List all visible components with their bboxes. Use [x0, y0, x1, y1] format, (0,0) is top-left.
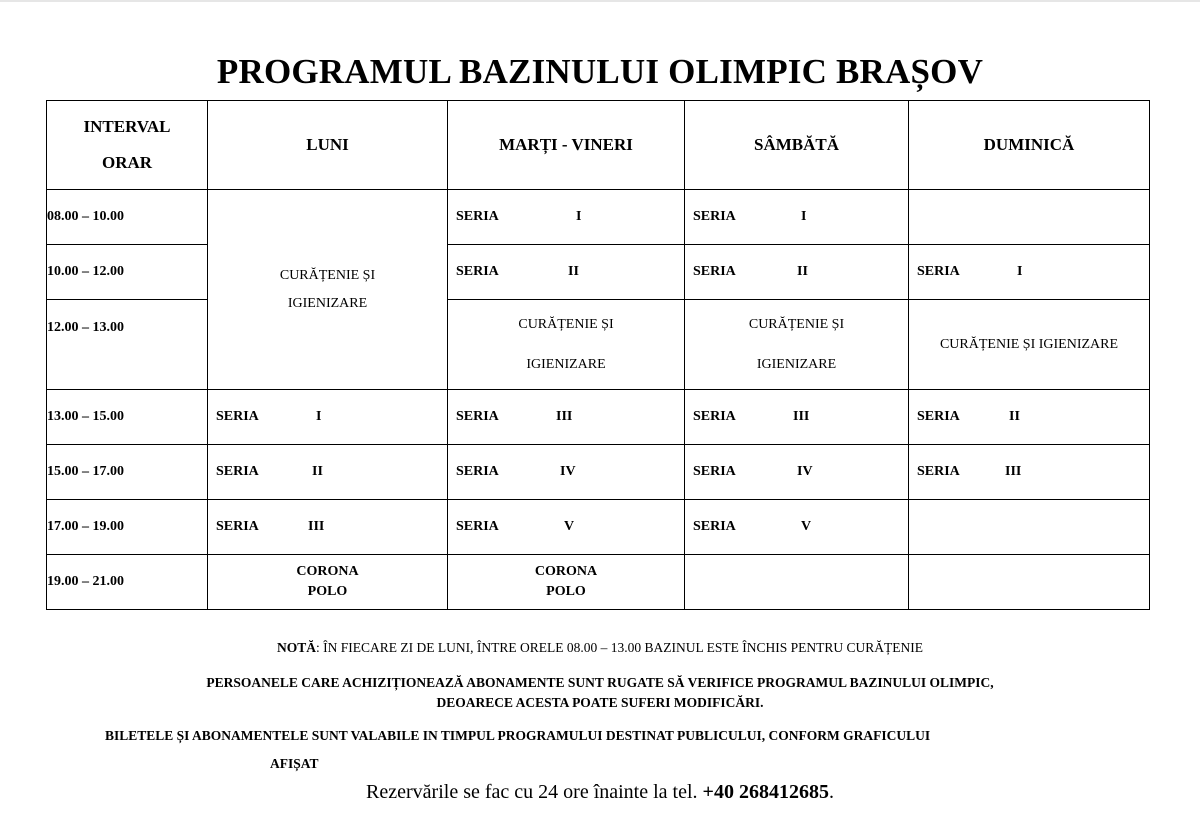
series-cell	[448, 500, 685, 555]
empty-cell	[909, 555, 1150, 610]
seria-label: SERIA	[216, 464, 259, 479]
corona-line1: CORONA	[296, 564, 359, 579]
series-cell	[448, 245, 685, 300]
series-cell	[685, 445, 909, 500]
series-number: II	[1009, 409, 1020, 424]
series-number: III	[556, 409, 573, 424]
series-cell	[909, 245, 1150, 300]
note-tickets	[105, 722, 1105, 778]
header-interval-line2: ORAR	[101, 153, 153, 172]
series-number: I	[801, 209, 807, 224]
seria-label: SERIA	[456, 409, 499, 424]
seria-label: SERIA	[693, 409, 736, 424]
time-cell: 08.00 – 10.00	[47, 190, 208, 245]
seria-label: SERIA	[456, 519, 499, 534]
cleaning-line2: IGIENIZARE	[526, 356, 606, 372]
note-subscriptions-line1: PERSOANELE CARE ACHIZIȚIONEAZĂ ABONAMENTE SUNT RUGATE SĂ VERIFICE PROGRAMUL BAZINULUI OLIMPIC,	[206, 675, 994, 690]
seria-label: SERIA	[693, 209, 736, 224]
corona-polo-cell	[208, 555, 448, 610]
time-cell: 12.00 – 13.00	[47, 300, 208, 390]
corona-line2: POLO	[307, 584, 348, 599]
table-row	[47, 390, 1150, 445]
series-number: III	[1005, 464, 1022, 479]
header-luni: LUNI	[208, 101, 448, 190]
header-sambata: SÂMBĂTĂ	[685, 101, 909, 190]
cleaning-line1: CURĂȚENIE ȘI	[748, 316, 845, 332]
reservation-info	[0, 781, 1200, 804]
series-cell	[208, 500, 448, 555]
top-divider	[0, 0, 1200, 2]
series-cell	[208, 445, 448, 500]
seria-label: SERIA	[917, 464, 960, 479]
cleaning-line1: CURĂȚENIE ȘI	[279, 267, 376, 283]
phone-number: +40 268412685	[702, 781, 829, 803]
series-cell	[685, 245, 909, 300]
table-row	[47, 555, 1150, 610]
seria-label: SERIA	[456, 209, 499, 224]
series-cell	[448, 190, 685, 245]
series-cell	[448, 390, 685, 445]
time-cell: 10.00 – 12.00	[47, 245, 208, 300]
series-cell	[208, 390, 448, 445]
seria-label: SERIA	[693, 464, 736, 479]
nota-label: NOTĂ	[277, 640, 317, 655]
time-cell: 15.00 – 17.00	[47, 445, 208, 500]
seria-label: SERIA	[917, 264, 960, 279]
time-cell: 19.00 – 21.00	[47, 555, 208, 610]
seria-label: SERIA	[917, 409, 960, 424]
series-number: II	[312, 464, 323, 479]
seria-label: SERIA	[216, 519, 259, 534]
empty-cell	[909, 190, 1150, 245]
series-cell	[909, 390, 1150, 445]
note-subscriptions	[0, 673, 1200, 713]
time-cell: 13.00 – 15.00	[47, 390, 208, 445]
header-row	[47, 101, 1150, 190]
note-monday-closure	[0, 640, 1200, 656]
header-marti-vineri: MARȚI - VINERI	[448, 101, 685, 190]
series-cell	[909, 445, 1150, 500]
table-row	[47, 445, 1150, 500]
empty-cell	[685, 555, 909, 610]
series-cell	[685, 190, 909, 245]
series-number: I	[1017, 264, 1023, 279]
note-tickets-line2: AFIȘAT	[270, 756, 319, 771]
corona-polo-cell	[448, 555, 685, 610]
series-number: V	[564, 519, 575, 534]
schedule-table	[46, 100, 1150, 610]
series-number: IV	[797, 464, 813, 479]
series-cell	[685, 390, 909, 445]
seria-label: SERIA	[693, 519, 736, 534]
series-number: I	[576, 209, 582, 224]
series-cell	[685, 500, 909, 555]
empty-cell	[909, 500, 1150, 555]
header-duminica: DUMINICĂ	[909, 101, 1150, 190]
series-number: I	[316, 409, 322, 424]
seria-label: SERIA	[693, 264, 736, 279]
reservation-end: .	[828, 781, 834, 803]
nota-text: : ÎN FIECARE ZI DE LUNI, ÎNTRE ORELE 08.00 – 13.00 BAZINUL ESTE ÎNCHIS PENTRU CURĂȚENIE	[316, 640, 923, 655]
luni-cleaning-cell	[208, 190, 448, 390]
time-cell: 17.00 – 19.00	[47, 500, 208, 555]
reservation-text: Rezervările se fac cu 24 ore înainte la tel.	[366, 781, 698, 803]
table-row	[47, 500, 1150, 555]
seria-label: SERIA	[216, 409, 259, 424]
header-interval-line1: INTERVAL	[83, 117, 171, 136]
series-number: IV	[560, 464, 576, 479]
series-cell	[448, 445, 685, 500]
table-row	[47, 190, 1150, 245]
series-number: II	[797, 264, 808, 279]
seria-label: SERIA	[456, 264, 499, 279]
cleaning-line2: IGIENIZARE	[287, 295, 368, 311]
cleaning-line2: IGIENIZARE	[756, 356, 837, 372]
duminica-cleaning-cell: CURĂȚENIE ȘI IGIENIZARE	[909, 300, 1150, 390]
note-subscriptions-line2: DEOARECE ACESTA POATE SUFERI MODIFICĂRI.	[436, 695, 764, 710]
series-number: III	[308, 519, 325, 534]
sambata-cleaning-cell	[685, 300, 909, 390]
corona-line2: POLO	[546, 584, 586, 599]
note-tickets-line1: BILETELE ȘI ABONAMENTELE SUNT VALABILE IN TIMPUL PROGRAMULUI DESTINAT PUBLICULUI, CONFORM GRAFICULUI	[105, 728, 931, 743]
series-number: III	[793, 409, 810, 424]
marti-vineri-cleaning-cell	[448, 300, 685, 390]
header-interval	[47, 101, 208, 190]
corona-line1: CORONA	[534, 564, 598, 579]
page-title: PROGRAMUL BAZINULUI OLIMPIC BRAȘOV	[216, 52, 984, 91]
seria-label: SERIA	[456, 464, 499, 479]
series-number: II	[568, 264, 579, 279]
series-number: V	[801, 519, 812, 534]
cleaning-line1: CURĂȚENIE ȘI	[518, 316, 614, 332]
